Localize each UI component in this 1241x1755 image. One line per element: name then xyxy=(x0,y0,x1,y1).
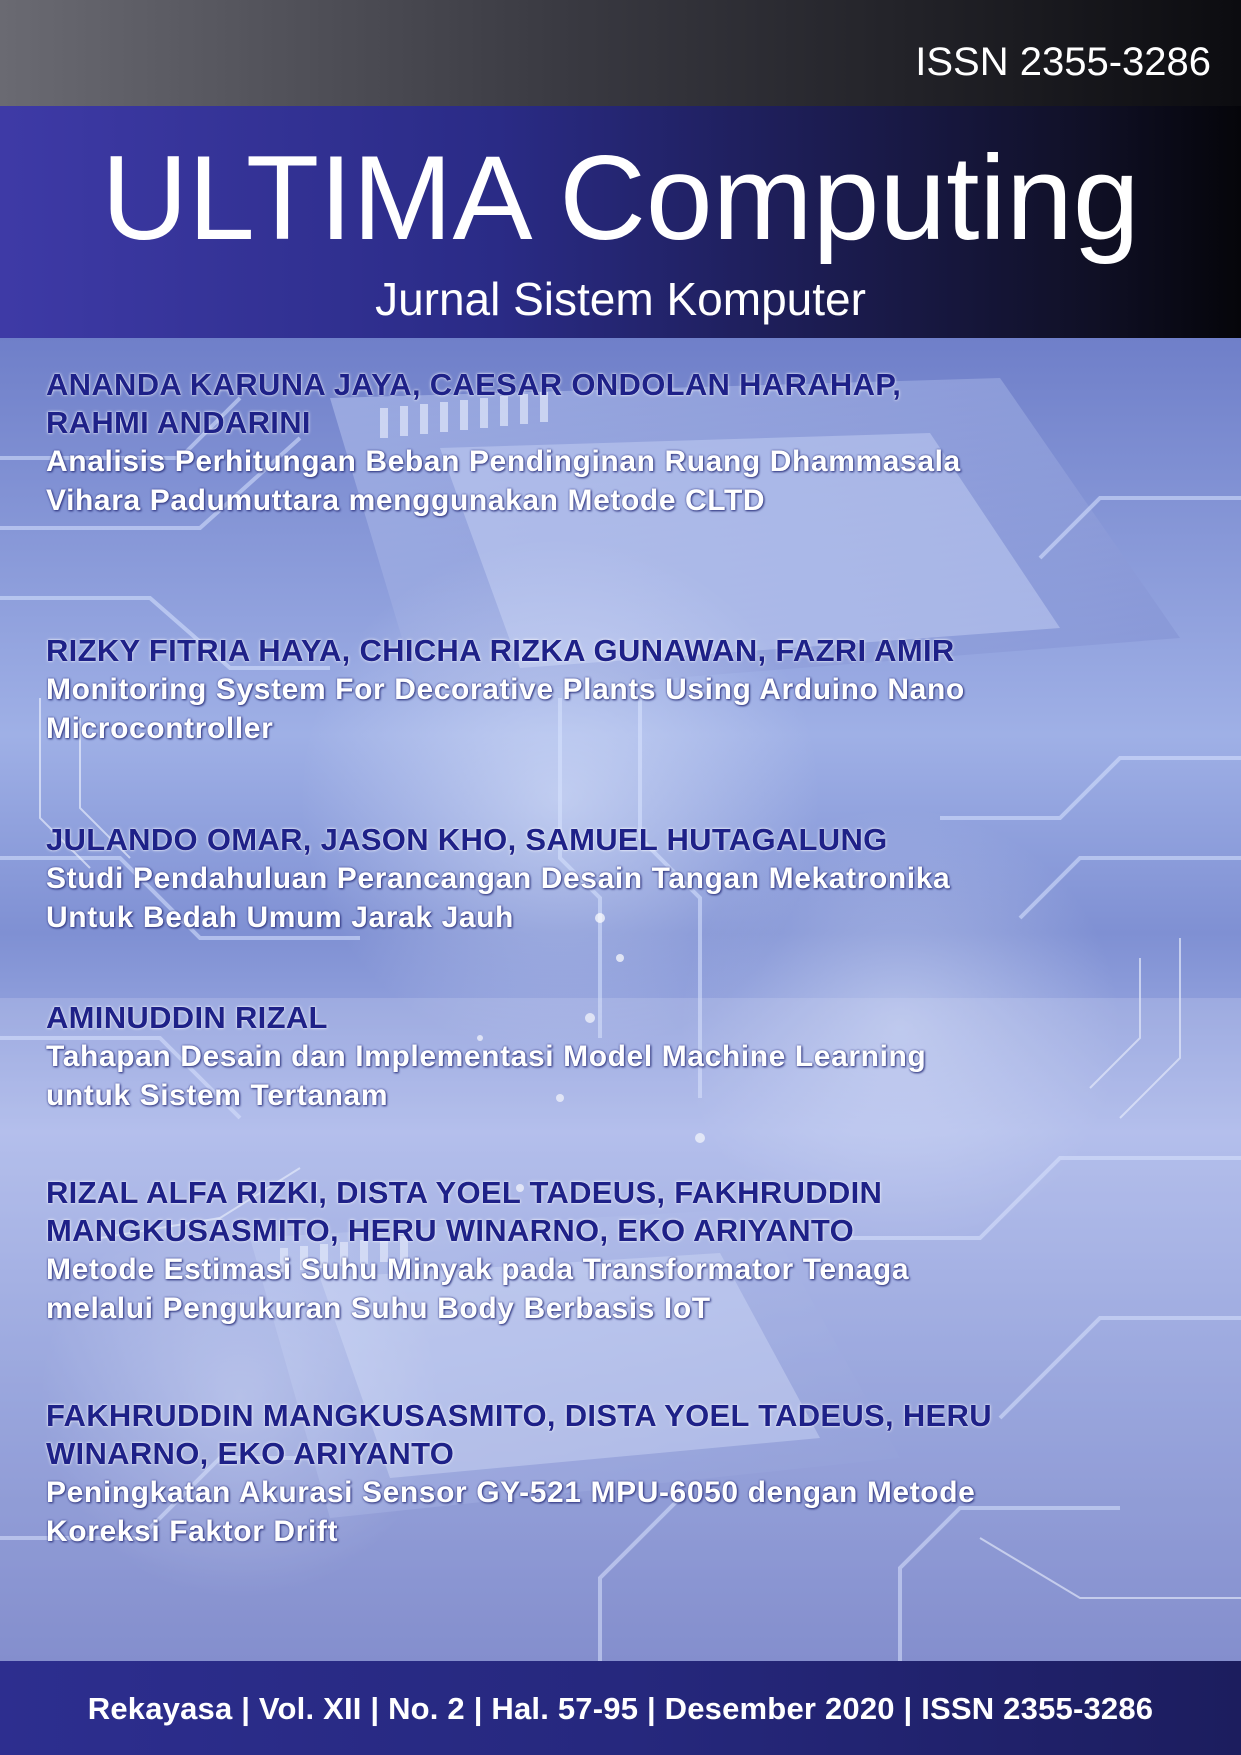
article-title: Microcontroller xyxy=(46,712,274,745)
article-authors: RIZAL ALFA RIZKI, DISTA YOEL TADEUS, FAKHRUDDIN xyxy=(46,1175,883,1210)
article-authors: MANGKUSASMITO, HERU WINARNO, EKO ARIYANTO xyxy=(46,1213,855,1248)
journal-subtitle: Jurnal Sistem Komputer xyxy=(375,273,866,325)
article-entry xyxy=(46,1174,1196,1328)
journal-title: ULTIMA Computing xyxy=(101,131,1140,265)
article-title: Monitoring System For Decorative Plants Using Arduino Nano xyxy=(46,673,965,706)
article-title: Analisis Perhitungan Beban Pendinginan Ruang Dhammasala xyxy=(46,445,961,478)
article-title: melalui Pengukuran Suhu Body Berbasis IoT xyxy=(46,1292,711,1325)
issue-info-footer: Rekayasa | Vol. XII | No. 2 | Hal. 57-95 | Desember 2020 | ISSN 2355-3286 xyxy=(87,1691,1154,1726)
article-title: Untuk Bedah Umum Jarak Jauh xyxy=(46,901,514,934)
article-authors: AMINUDDIN RIZAL xyxy=(46,1000,328,1035)
article-entry xyxy=(46,821,1196,937)
article-title: Studi Pendahuluan Perancangan Desain Tangan Mekatronika xyxy=(46,862,951,895)
article-entry xyxy=(46,999,1196,1115)
article-entry xyxy=(46,632,1196,748)
article-authors: WINARNO, EKO ARIYANTO xyxy=(46,1436,455,1471)
article-title: Koreksi Faktor Drift xyxy=(46,1515,339,1548)
article-authors: RIZKY FITRIA HAYA, CHICHA RIZKA GUNAWAN, FAZRI AMIR xyxy=(46,633,955,668)
article-title: Peningkatan Akurasi Sensor GY-521 MPU-6050 dengan Metode xyxy=(46,1476,976,1509)
article-title: Metode Estimasi Suhu Minyak pada Transformator Tenaga xyxy=(46,1253,910,1286)
issn-label: ISSN 2355-3286 xyxy=(915,40,1211,84)
article-title: Vihara Padumuttara menggunakan Metode CLTD xyxy=(46,484,766,517)
article-authors: RAHMI ANDARINI xyxy=(46,405,311,440)
article-authors: JULANDO OMAR, JASON KHO, SAMUEL HUTAGALUNG xyxy=(46,822,888,857)
article-entry xyxy=(46,1397,1196,1551)
article-authors: ANANDA KARUNA JAYA, CAESAR ONDOLAN HARAHAP, xyxy=(46,367,902,402)
article-title: untuk Sistem Tertanam xyxy=(46,1079,389,1112)
article-entry xyxy=(46,366,1196,520)
article-title: Tahapan Desain dan Implementasi Model Machine Learning xyxy=(46,1040,927,1073)
article-authors: FAKHRUDDIN MANGKUSASMITO, DISTA YOEL TADEUS, HERU xyxy=(46,1398,992,1433)
